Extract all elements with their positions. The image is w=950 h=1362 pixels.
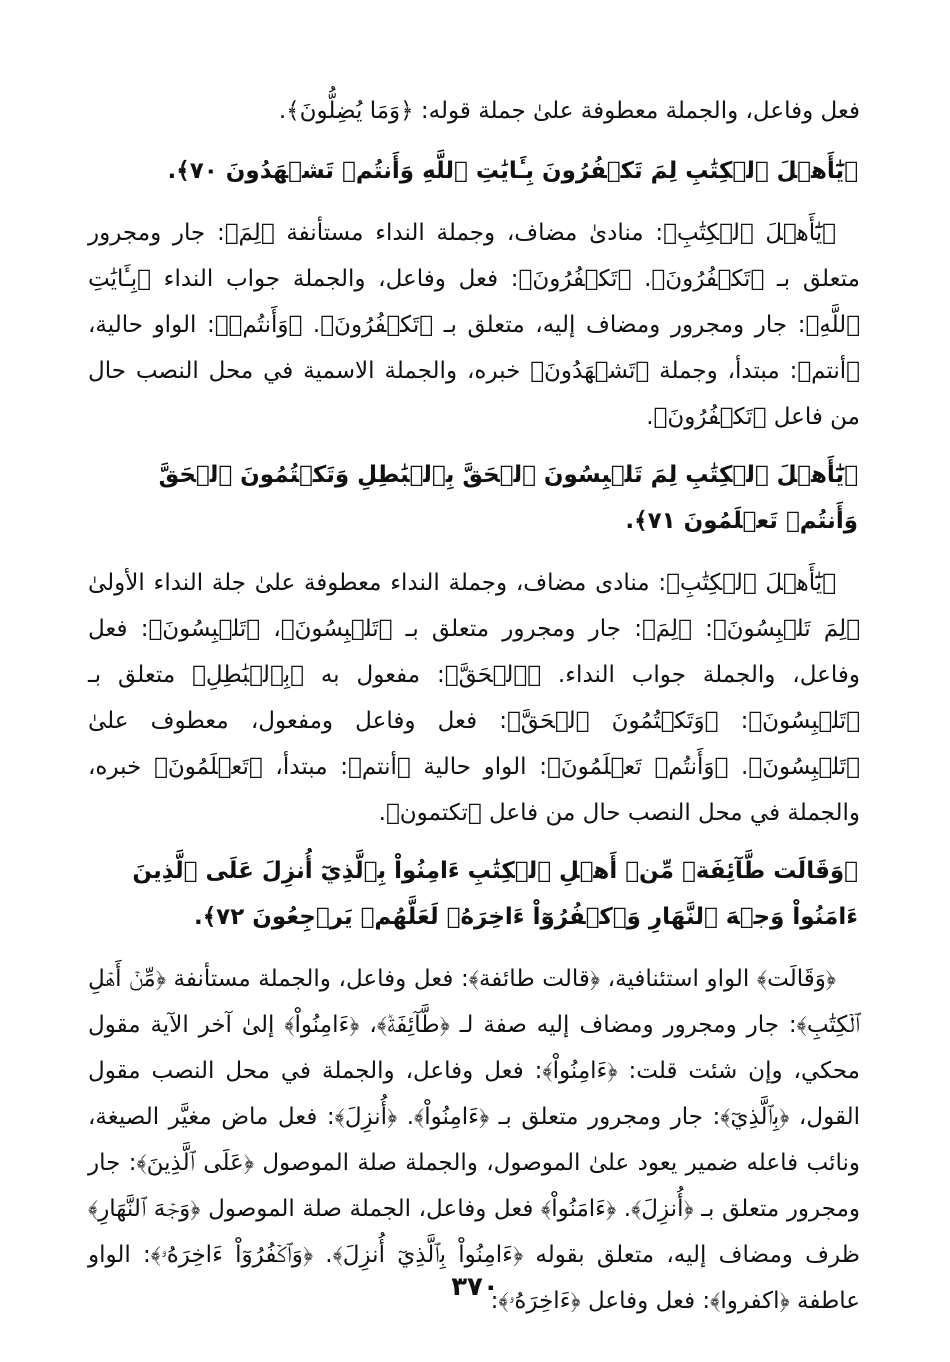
- page-number: ٣٧٠: [451, 1272, 499, 1302]
- paragraph-continuation: فعل وفاعل، والجملة معطوفة علىٰ جملة قوله: ﴿وَمَا يُضِلُّونَ﴾.: [278, 98, 860, 124]
- quran-verse-70: ﴿يَٰٓأَهۡلَ ٱلۡكِتَٰبِ لِمَ تَكۡفُرُونَ بِـَٔايَٰتِ ٱللَّهِ وَأَنتُمۡ تَشۡهَدُونَ ٧٠﴾.: [167, 158, 858, 184]
- paragraph-parsing-verse-72: ﴿وَقَالَت﴾ الواو استئنافية، ﴿قالت طائفة﴾: فعل وفاعل، والجملة مستأنفة ﴿مِّنۡ أَهۡلِ ٱلۡكِتَٰبِ﴾: جار ومجرور ومضاف إليه صفة لـ ﴿طَّآئِفَةٞ﴾، ﴿ءَامِنُواْ﴾ إلىٰ آخر الآية مقول محكي، وإن شئت قلت: ﴿ءَامِنُواْ﴾: فعل وفاعل، والجملة في محل النصب مقول القول، ﴿بِٱلَّذِيٓ﴾: جار ومجرور متعلق بـ ﴿ءَامِنُواْ﴾. ﴿أُنزِلَ﴾: فعل ماض مغيَّر الصيغة، ونائب فاعله ضمير يعود علىٰ الموصول، والجملة صلة الموصول ﴿عَلَى ٱلَّذِينَ﴾: جار ومجرور متعلق بـ ﴿أُنزِلَ﴾. ﴿ءَامَنُواْ﴾ فعل وفاعل، الجملة صلة الموصول ﴿وَجۡهَ ٱلنَّهَارِ﴾ ظرف ومضاف إليه، متعلق بقوله ﴿ءَامِنُواْ بِٱلَّذِيٓ أُنزِلَ﴾. ﴿وَٱكۡفُرُوٓاْ ءَاخِرَهُۥ﴾: الواو عاطفة ﴿اكفروا﴾: فعل وفاعل ﴿ءَاخِرَهُۥ﴾:: [88, 966, 860, 1314]
- paragraph-parsing-verse-70: ﴿يَٰٓأَهۡلَ ٱلۡكِتَٰبِ﴾: منادىٰ مضاف، وجملة النداء مستأنفة ﴿لِمَ﴾: جار ومجرور متعلق بـ ﴿تَكۡفُرُونَ﴾. ﴿تَكۡفُرُونَ﴾: فعل وفاعل، والجملة جواب النداء ﴿بِـَٔايَٰتِ ٱللَّهِ﴾: جار ومجرور ومضاف إليه، متعلق بـ ﴿تَكۡفُرُونَ﴾. ﴿وَأَنتُمۡ﴾: الواو حالية، ﴿أنتم﴾: مبتدأ، وجملة ﴿تَشۡهَدُونَ﴾ خبره، والجملة الاسمية في محل النصب حال من فاعل ﴿تَكۡفُرُونَ﴾.: [88, 220, 860, 430]
- quran-verse-72: ﴿وَقَالَت طَّآئِفَةٞ مِّنۡ أَهۡلِ ٱلۡكِتَٰبِ ءَامِنُواْ بِٱلَّذِيٓ أُنزِلَ عَلَى ٱلَّذِينَ ءَامَنُواْ وَجۡهَ ٱلنَّهَارِ وَٱكۡفُرُوٓاْ ءَاخِرَهُۥ لَعَلَّهُمۡ يَرۡجِعُونَ ٧٢﴾.: [132, 858, 858, 930]
- quran-verse-71: ﴿يَٰٓأَهۡلَ ٱلۡكِتَٰبِ لِمَ تَلۡبِسُونَ ٱلۡحَقَّ بِٱلۡبَٰطِلِ وَتَكۡتُمُونَ ٱلۡحَقَّ وَأَنتُمۡ تَعۡلَمُونَ ٧١﴾.: [158, 462, 858, 534]
- paragraph-parsing-verse-71: ﴿يَٰٓأَهۡلَ ٱلۡكِتَٰبِ﴾: منادى مضاف، وجملة النداء معطوفة علىٰ جلة النداء الأولىٰ ﴿لِمَ تَلۡبِسُونَ﴾: ﴿لِمَ﴾: جار ومجرور متعلق بـ ﴿تَلۡبِسُونَ﴾، ﴿تَلۡبِسُونَ﴾: فعل وفاعل، والجملة جواب النداء. ﴿ٱلۡحَقَّ﴾: مفعول به ﴿بِٱلۡبَٰطِلِ﴾ متعلق بـ ﴿تَلۡبِسُونَ﴾: ﴿وَتَكۡتُمُونَ ٱلۡحَقَّ﴾: فعل وفاعل ومفعول، معطوف علىٰ ﴿تَلۡبِسُونَ﴾. ﴿وَأَنتُمۡ تَعۡلَمُونَ﴾: الواو حالية ﴿أنتم﴾: مبتدأ، ﴿تَعۡلَمُونَ﴾ خبره، والجملة في محل النصب حال من فاعل ﴿تكتمون﴾.: [88, 570, 860, 826]
